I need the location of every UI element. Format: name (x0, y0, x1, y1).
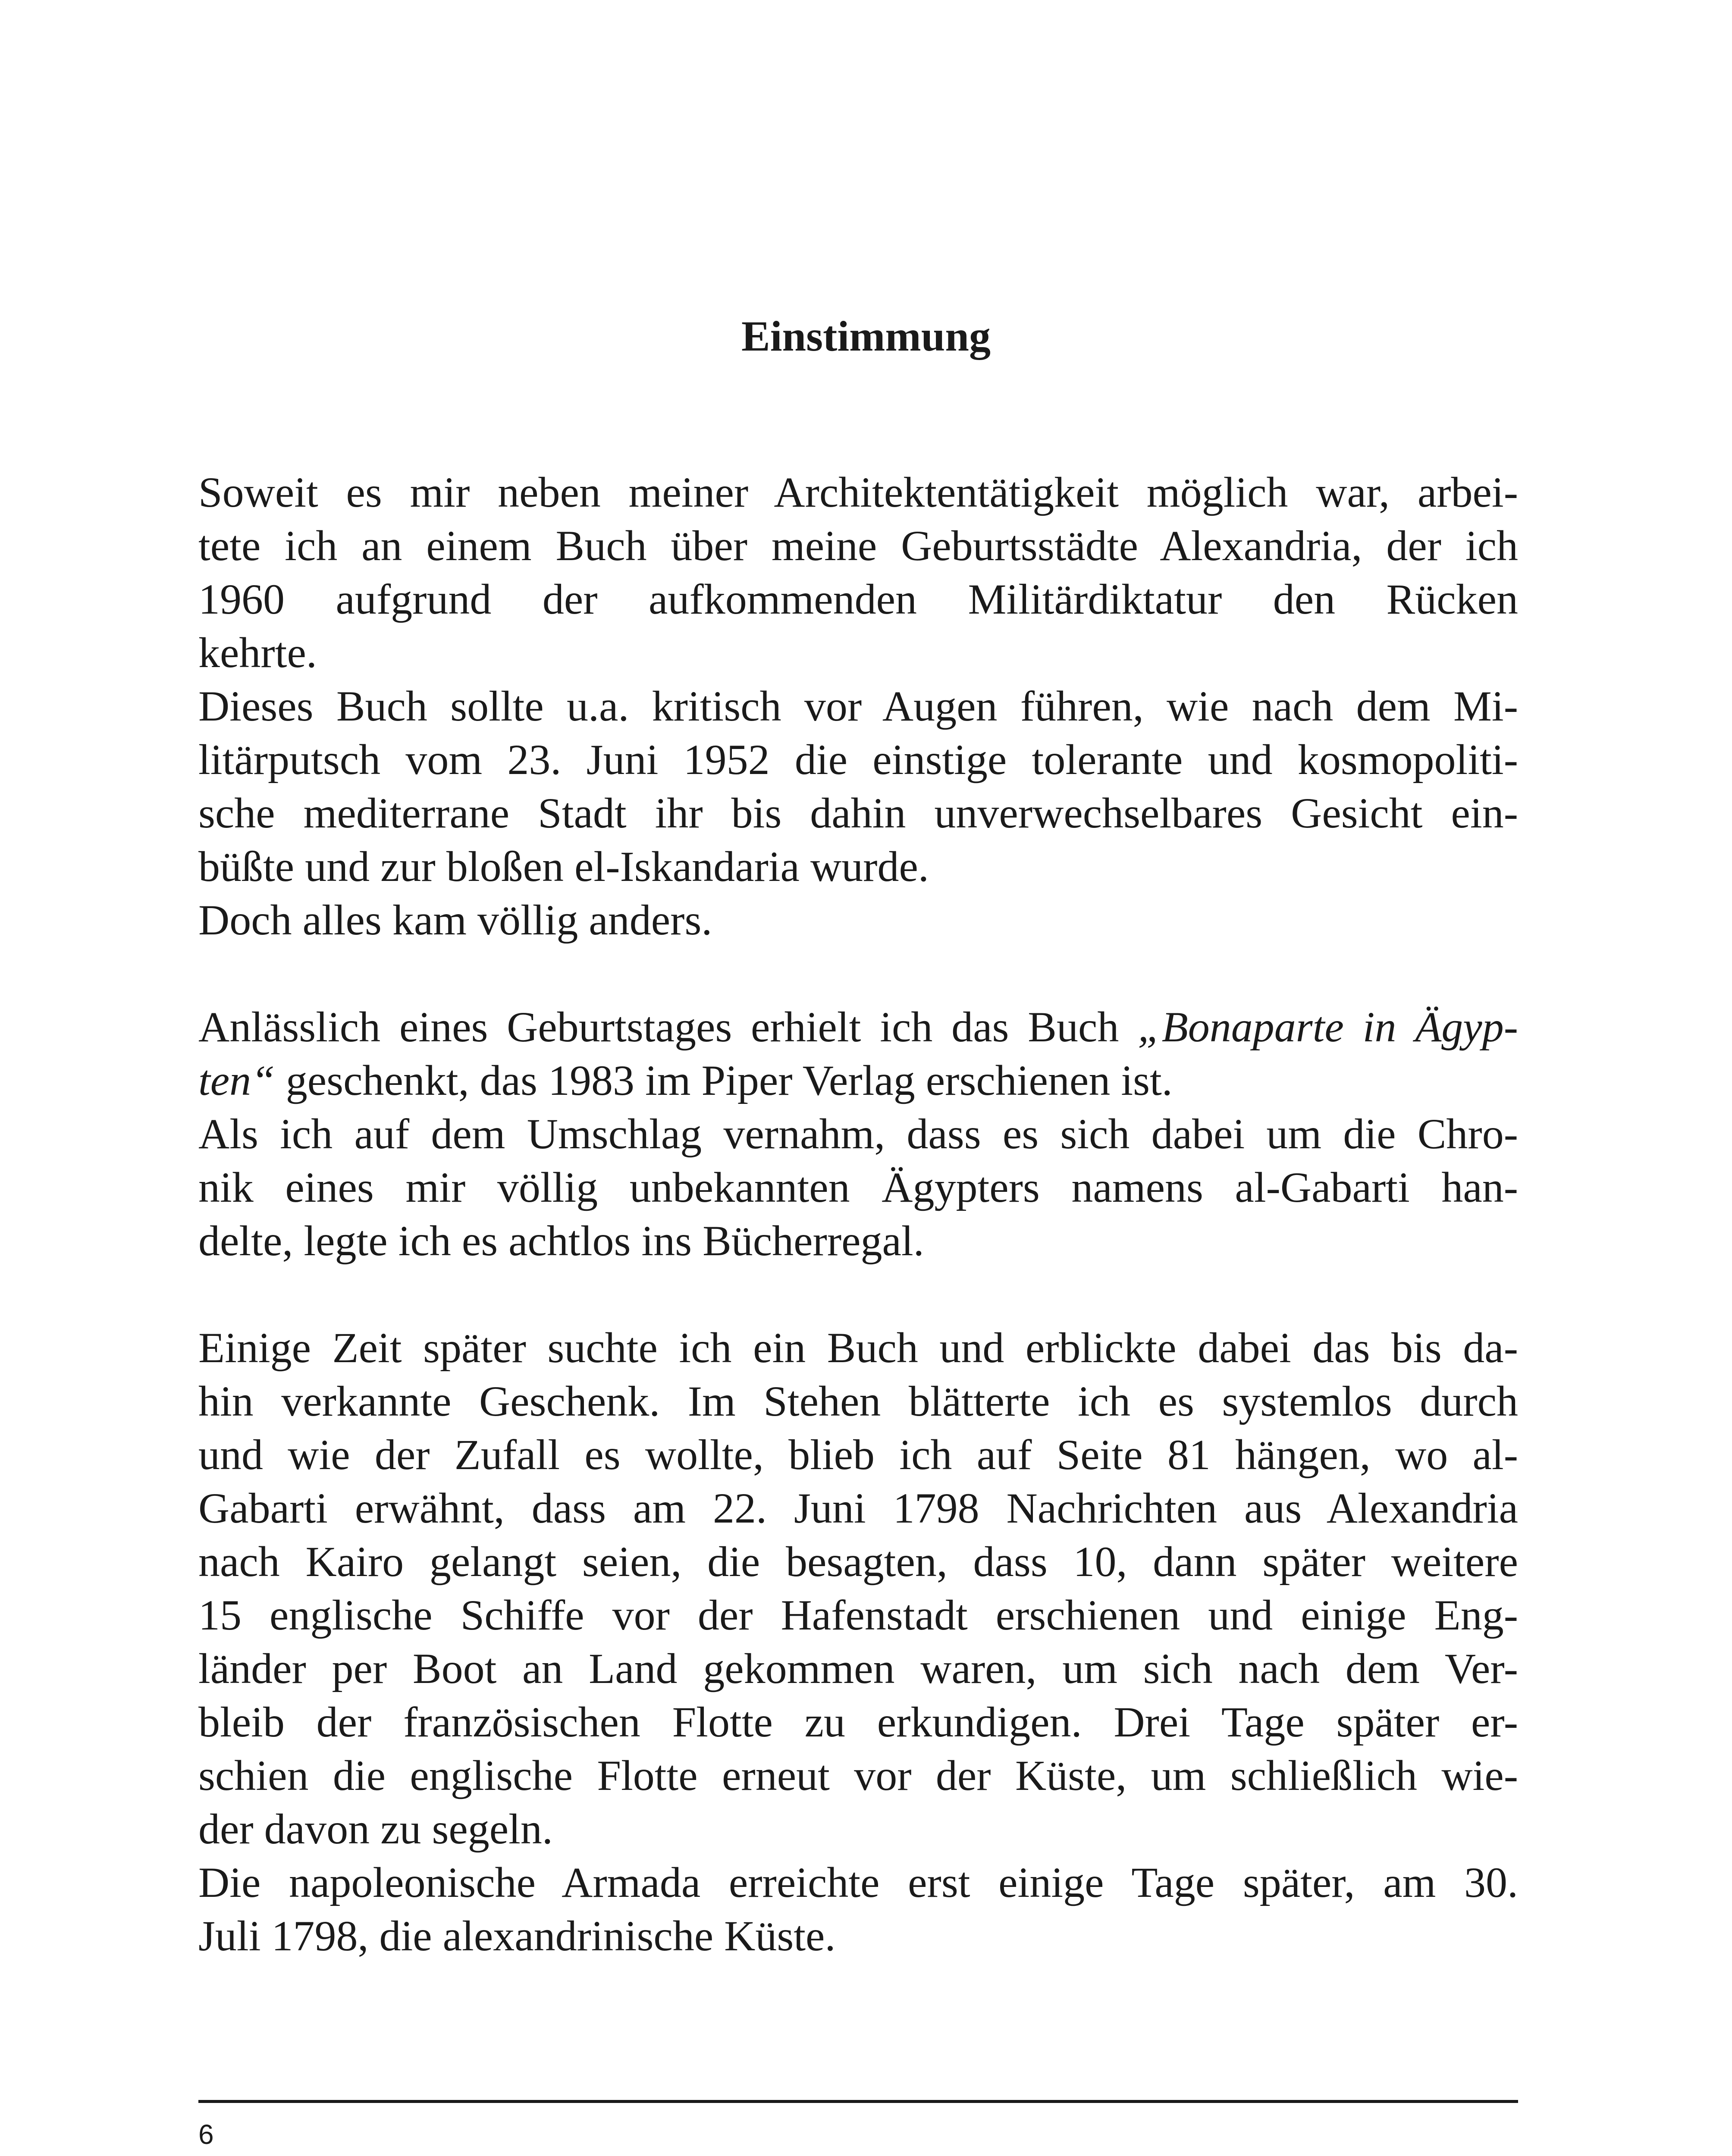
paragraph-gap (198, 1268, 1518, 1321)
text-segment: Anlässlich eines Geburtstages erhielt ich das Buch (198, 1003, 1138, 1051)
footer-rule (198, 2100, 1518, 2103)
text-line: Soweit es mir neben meiner Architektentätigkeit möglich war, arbei- (198, 468, 1518, 516)
text-line: Dieses Buch sollte u.a. kritisch vor Augen führen, wie nach dem Mi- (198, 682, 1518, 730)
text-line: hin verkannte Geschenk. Im Stehen blätterte ich es systemlos durch (198, 1377, 1518, 1425)
text-line (198, 1000, 1518, 1054)
book-title-italic: „Bonaparte in Ägyp- (1138, 1003, 1518, 1051)
text-line: Doch alles kam völlig anders. (198, 896, 712, 944)
text-line: nach Kairo gelangt seien, die besagten, dass 10, dann später weitere (198, 1538, 1518, 1586)
text-line: kehrte. (198, 629, 317, 677)
text-line: tete ich an einem Buch über meine Geburtsstädte Alexandria, der ich (198, 522, 1518, 570)
text-line: Juli 1798, die alexandrinische Küste. (198, 1912, 836, 1960)
text-line: länder per Boot an Land gekommen waren, um sich nach dem Ver- (198, 1645, 1518, 1692)
text-line: schien die englische Flotte erneut vor der Küste, um schließlich wie- (198, 1752, 1518, 1799)
book-title-italic: ten“ (198, 1056, 275, 1104)
text-segment: geschenkt, das 1983 im Piper Verlag erschienen ist. (275, 1056, 1173, 1104)
paragraph-gap (198, 947, 1518, 1000)
text-line: Die napoleonische Armada erreichte erst einige Tage später, am 30. (198, 1858, 1518, 1906)
text-line: büßte und zur bloßen el-Iskandaria wurde. (198, 843, 929, 890)
page-number: 6 (198, 2119, 214, 2150)
text-line: der davon zu segeln. (198, 1805, 553, 1853)
text-line: nik eines mir völlig unbekannten Ägypters namens al-Gabarti han- (198, 1163, 1518, 1211)
page-title: Einstimmung (741, 312, 991, 360)
text-line: 15 englische Schiffe vor der Hafenstadt erschienen und einige Eng- (198, 1591, 1518, 1639)
text-line: litärputsch vom 23. Juni 1952 die einstige tolerante und kosmopoliti- (198, 736, 1518, 783)
text-line: sche mediterrane Stadt ihr bis dahin unverwechselbares Gesicht ein- (198, 789, 1518, 837)
text-line: Gabarti erwähnt, dass am 22. Juni 1798 Nachrichten aus Alexandria (198, 1484, 1518, 1532)
text-line: Einige Zeit später suchte ich ein Buch und erblickte dabei das bis da- (198, 1324, 1518, 1372)
text-line: delte, legte ich es achtlos ins Bücherregal. (198, 1217, 924, 1265)
text-line: bleib der französischen Flotte zu erkundigen. Drei Tage später er- (198, 1698, 1518, 1746)
text-line: Als ich auf dem Umschlag vernahm, dass es sich dabei um die Chro- (198, 1110, 1518, 1158)
text-line (198, 1054, 1518, 1107)
text-line: 1960 aufgrund der aufkommenden Militärdiktatur den Rücken (198, 575, 1518, 623)
text-line: und wie der Zufall es wollte, blieb ich auf Seite 81 hängen, wo al- (198, 1431, 1518, 1479)
body-text (198, 466, 1518, 1963)
